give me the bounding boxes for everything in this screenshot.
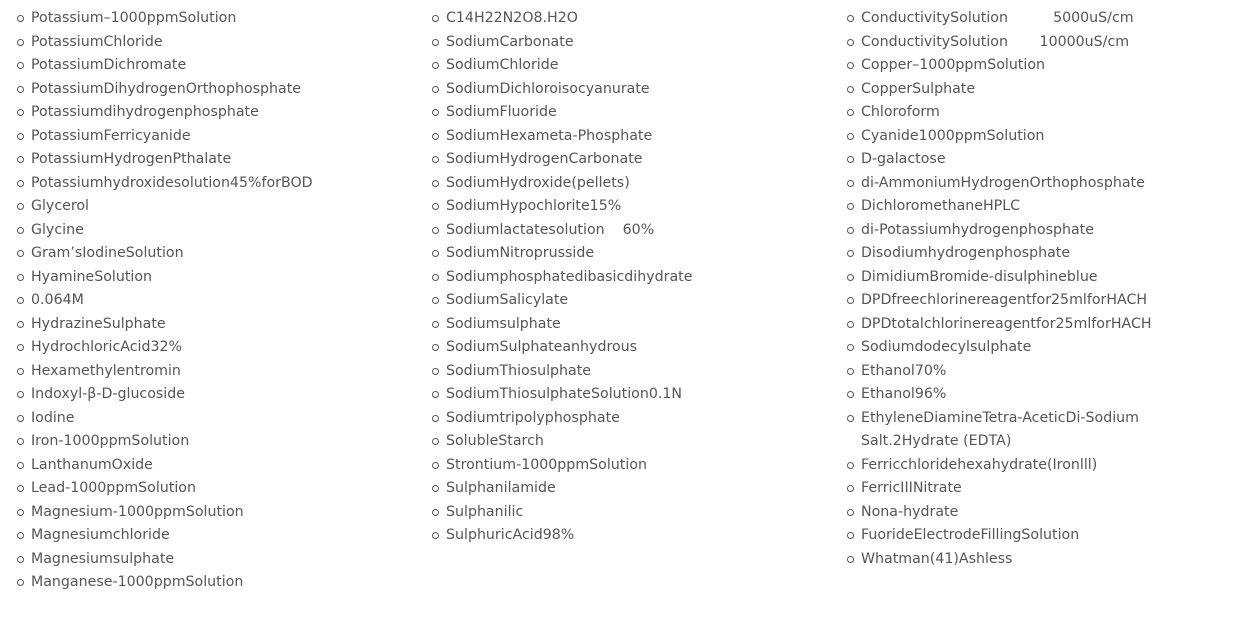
list-item-label: FerricIIINitrate: [861, 480, 962, 496]
list-item: [846, 195, 1226, 219]
list-item: [431, 383, 831, 407]
list-item: [16, 101, 416, 125]
list-item-label: SodiumFluoride: [446, 104, 557, 120]
bullet-icon: [432, 321, 439, 328]
list-item: [846, 266, 1226, 290]
list-item-label: SodiumSulphateanhydrous: [446, 339, 638, 355]
bullet-icon: [17, 462, 24, 469]
bullet-icon: [432, 86, 439, 93]
list-item-label: Nona-hydrate: [861, 503, 959, 520]
bullet-icon: [847, 321, 854, 328]
list-item: [431, 266, 831, 290]
list-item: [16, 219, 416, 243]
list-item-label: SodiumThiosulphate: [446, 362, 592, 379]
list-item-label: SodiumChloride: [446, 57, 559, 73]
bullet-icon: [17, 39, 24, 46]
bullet-icon: [17, 180, 24, 187]
list-item-label: Lead-1000ppmSolution: [31, 480, 196, 496]
bullet-icon: [847, 203, 854, 210]
list-item-label: Sodiumsulphate: [446, 315, 561, 332]
list-item-label: LanthanumOxide: [31, 456, 153, 473]
bullet-icon: [432, 415, 439, 422]
bullet-icon: [847, 39, 854, 46]
bullet-icon: [432, 203, 439, 210]
list-item-label: C14H22N2O8.H2O: [446, 10, 578, 26]
list-item: [16, 524, 416, 548]
bullet-icon: [432, 62, 439, 69]
list-item: [16, 501, 416, 525]
bullet-icon: [17, 509, 24, 516]
list-item: [431, 242, 831, 266]
bullet-icon: [847, 15, 854, 22]
bullet-icon: [17, 579, 24, 586]
list-item-label: Magnesium-1000ppmSolution: [31, 503, 244, 520]
list-item: [846, 31, 1226, 55]
bullet-icon: [432, 156, 439, 163]
bullet-icon: [17, 368, 24, 375]
list-item: [431, 54, 831, 78]
list-item-label: Sodiumdodecylsulphate: [861, 339, 1032, 355]
bullet-icon: [432, 250, 439, 257]
list-item: [846, 407, 1226, 454]
list-item-label: di-AmmoniumHydrogenOrthophosphate: [861, 174, 1145, 191]
chemical-list-right: [846, 7, 1226, 571]
list-item-label: Sodiumlactatesolution 60%: [446, 221, 655, 238]
bullet-icon: [17, 532, 24, 539]
bullet-icon: [847, 250, 854, 257]
list-item: [846, 101, 1226, 125]
list-item: [16, 148, 416, 172]
list-item: [431, 31, 831, 55]
list-item: [846, 501, 1226, 525]
list-item-label: di-Potassiumhydrogenphosphate: [861, 221, 1094, 238]
bullet-icon: [847, 509, 854, 516]
list-item: [16, 477, 416, 501]
list-item-label: HydrazineSulphate: [31, 315, 166, 332]
bullet-icon: [432, 15, 439, 22]
bullet-icon: [17, 86, 24, 93]
list-item-label: Chloroform: [861, 104, 940, 120]
bullet-icon: [847, 415, 854, 422]
list-item: [16, 242, 416, 266]
list-item: [846, 336, 1226, 360]
bullet-icon: [17, 485, 24, 492]
list-item: [431, 501, 831, 525]
bullet-icon: [432, 485, 439, 492]
bullet-icon: [432, 391, 439, 398]
list-item: [431, 101, 831, 125]
bullet-icon: [847, 532, 854, 539]
list-item-label: SulphuricAcid98%: [446, 527, 575, 543]
list-item-label: HydrochloricAcid32%: [31, 339, 182, 355]
bullet-icon: [17, 15, 24, 22]
list-item: [16, 172, 416, 196]
list-item-label: Magnesiumchloride: [31, 527, 170, 543]
list-item-label: ConductivitySolution 5000uS/cm: [861, 10, 1134, 26]
list-item: [846, 548, 1226, 572]
bullet-icon: [432, 368, 439, 375]
list-item-label: SodiumHydroxide(pellets): [446, 174, 630, 191]
list-item-label: SodiumHypochlorite15%: [446, 198, 622, 214]
list-item-label: ConductivitySolution 10000uS/cm: [861, 33, 1130, 50]
bullet-icon: [432, 344, 439, 351]
list-item-label: 0.064M: [31, 292, 84, 308]
list-item-label: SodiumHydrogenCarbonate: [446, 151, 643, 167]
bullet-icon: [432, 509, 439, 516]
bullet-icon: [847, 133, 854, 140]
list-item-label: Whatman(41)Ashless: [861, 550, 1013, 567]
list-item: [16, 383, 416, 407]
list-item: [16, 31, 416, 55]
bullet-icon: [432, 180, 439, 187]
list-item: [846, 7, 1226, 31]
bullet-icon: [847, 485, 854, 492]
bullet-icon: [847, 156, 854, 163]
bullet-icon: [432, 274, 439, 281]
bullet-icon: [847, 180, 854, 187]
list-item-label: SodiumNitroprusside: [446, 245, 595, 261]
list-item-label: FuorideElectrodeFillingSolution: [861, 527, 1080, 543]
bullet-icon: [17, 321, 24, 328]
list-item: [16, 54, 416, 78]
list-item-label: EthyleneDiamineTetra-AceticDi-Sodium Salt.2Hydrate (EDTA): [861, 409, 1139, 449]
list-item-label: PotassiumChloride: [31, 33, 163, 50]
list-item-label: PotassiumFerricyanide: [31, 127, 191, 144]
bullet-icon: [17, 227, 24, 234]
bullet-icon: [432, 133, 439, 140]
list-item: [846, 477, 1226, 501]
list-item: [846, 148, 1226, 172]
list-item: [16, 266, 416, 290]
list-item-label: Magnesiumsulphate: [31, 550, 175, 567]
list-item: [16, 548, 416, 572]
bullet-icon: [432, 39, 439, 46]
list-item: [431, 430, 831, 454]
list-item: [16, 360, 416, 384]
bullet-icon: [847, 86, 854, 93]
chemical-list-left: [16, 7, 416, 595]
list-item-label: DPDtotalchlorinereagentfor25mlforHACH: [861, 315, 1152, 332]
list-item-label: Glycine: [31, 221, 84, 238]
bullet-icon: [17, 438, 24, 445]
list-item-label: Iron-1000ppmSolution: [31, 433, 190, 449]
list-item-label: PotassiumDihydrogenOrthophosphate: [31, 80, 301, 97]
list-item: [846, 289, 1226, 313]
bullet-icon: [847, 462, 854, 469]
list-item-label: Iodine: [31, 409, 75, 426]
list-item: [846, 172, 1226, 196]
list-item-label: CopperSulphate: [861, 80, 976, 97]
list-item: [431, 7, 831, 31]
bullet-icon: [17, 344, 24, 351]
bullet-icon: [17, 297, 24, 304]
list-item-label: SodiumDichloroisocyanurate: [446, 80, 650, 97]
list-item-label: HyamineSolution: [31, 268, 153, 285]
bullet-icon: [847, 344, 854, 351]
bullet-icon: [432, 438, 439, 445]
list-item: [431, 289, 831, 313]
list-item-label: Potassiumdihydrogenphosphate: [31, 104, 259, 120]
bullet-icon: [847, 62, 854, 69]
list-item-label: DimidiumBromide-disulphineblue: [861, 268, 1098, 285]
list-item-label: DPDfreechlorinereagentfor25mlforHACH: [861, 292, 1148, 308]
list-item: [846, 524, 1226, 548]
list-item-label: Sodiumtripolyphosphate: [446, 409, 620, 426]
bullet-icon: [17, 156, 24, 163]
bullet-icon: [432, 297, 439, 304]
list-item-label: Ferricchloridehexahydrate(Ironlll): [861, 456, 1098, 473]
list-item: [431, 407, 831, 431]
bullet-icon: [847, 109, 854, 116]
list-item: [16, 195, 416, 219]
list-item: [16, 571, 416, 595]
list-item: [16, 313, 416, 337]
list-item: [431, 313, 831, 337]
bullet-icon: [17, 62, 24, 69]
list-item-label: Gram’sIodineSolution: [31, 245, 184, 261]
list-item-label: PotassiumHydrogenPthalate: [31, 151, 232, 167]
list-item: [431, 172, 831, 196]
bullet-icon: [17, 109, 24, 116]
bullet-icon: [847, 556, 854, 563]
list-item: [431, 78, 831, 102]
list-item: [431, 195, 831, 219]
list-item-label: Disodiumhydrogenphosphate: [861, 245, 1071, 261]
list-item: [16, 407, 416, 431]
list-item: [16, 289, 416, 313]
list-item: [846, 313, 1226, 337]
list-item: [431, 125, 831, 149]
list-item: [16, 78, 416, 102]
list-item: [846, 125, 1226, 149]
bullet-icon: [17, 250, 24, 257]
list-item-label: Sodiumphosphatedibasicdihydrate: [446, 268, 693, 285]
list-item-label: Sulphanilic: [446, 503, 524, 520]
bullet-icon: [17, 203, 24, 210]
list-item-label: Manganese-1000ppmSolution: [31, 574, 244, 590]
list-item: [16, 430, 416, 454]
list-item-label: Potassium–1000ppmSolution: [31, 10, 237, 26]
list-item-label: SodiumSalicylate: [446, 292, 569, 308]
list-item-label: SodiumCarbonate: [446, 33, 574, 50]
list-item: [16, 454, 416, 478]
list-item-label: PotassiumDichromate: [31, 57, 187, 73]
list-item: [846, 360, 1226, 384]
list-item: [846, 54, 1226, 78]
list-item: [431, 524, 831, 548]
list-item: [846, 383, 1226, 407]
list-item-label: Ethanol96%: [861, 386, 947, 402]
list-item-label: DichloromethaneHPLC: [861, 198, 1021, 214]
bullet-icon: [17, 556, 24, 563]
bullet-icon: [847, 368, 854, 375]
bullet-icon: [847, 274, 854, 281]
list-item-label: Indoxyl-β-D-glucoside: [31, 386, 185, 402]
list-item-label: Copper–1000ppmSolution: [861, 57, 1045, 73]
list-item: [431, 219, 831, 243]
bullet-icon: [17, 274, 24, 281]
bullet-icon: [847, 227, 854, 234]
bullet-icon: [847, 297, 854, 304]
list-item: [846, 219, 1226, 243]
list-item: [846, 454, 1226, 478]
list-item-label: Cyanide1000ppmSolution: [861, 127, 1045, 144]
list-item-label: Ethanol70%: [861, 362, 947, 379]
list-item-label: SolubleStarch: [446, 433, 544, 449]
list-item: [431, 360, 831, 384]
bullet-icon: [432, 227, 439, 234]
list-item: [431, 148, 831, 172]
list-item-label: SodiumThiosulphateSolution0.1N: [446, 386, 683, 402]
list-item: [431, 454, 831, 478]
list-item: [431, 477, 831, 501]
bullet-icon: [17, 133, 24, 140]
list-item: [846, 78, 1226, 102]
list-item: [16, 336, 416, 360]
bullet-icon: [432, 109, 439, 116]
bullet-icon: [17, 415, 24, 422]
bullet-icon: [432, 532, 439, 539]
list-item: [16, 7, 416, 31]
list-item-label: Strontium-1000ppmSolution: [446, 456, 647, 473]
list-item-label: D-galactose: [861, 151, 946, 167]
list-item: [846, 242, 1226, 266]
list-item: [16, 125, 416, 149]
chemical-list-middle: [431, 7, 831, 548]
bullet-icon: [17, 391, 24, 398]
list-item-label: Glycerol: [31, 198, 90, 214]
list-item-label: Potassiumhydroxidesolution45%forBOD: [31, 174, 313, 191]
list-item-label: Hexamethylentromin: [31, 362, 181, 379]
bullet-icon: [847, 391, 854, 398]
bullet-icon: [432, 462, 439, 469]
list-item: [431, 336, 831, 360]
list-item-label: Sulphanilamide: [446, 480, 556, 496]
list-item-label: SodiumHexameta-Phosphate: [446, 127, 653, 144]
